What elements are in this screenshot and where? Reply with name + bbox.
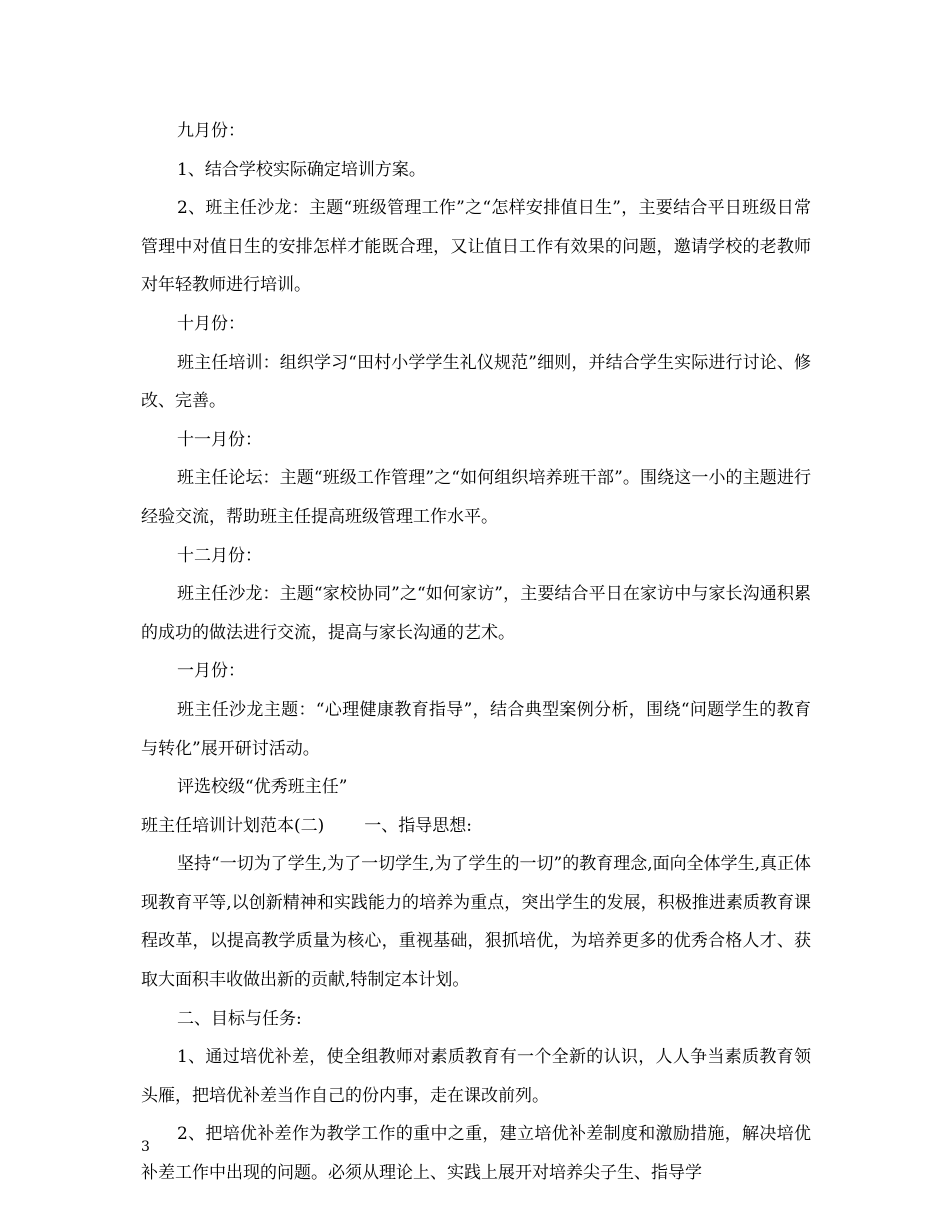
november-item: 班主任论坛：主题“班级工作管理”之“如何组织培养班干部”。围绕这一小的主题进行经验交流，帮助班主任提高班级管理工作水平。: [141, 468, 811, 527]
page-number: 3: [141, 1139, 150, 1155]
award-item: 评选校级“优秀班主任”: [177, 777, 348, 798]
goals-item-1: 1、通过培优补差，使全组教师对素质教育有一个全新的认识，人人争当素质教育领头雁，把培优补差当作自己的份内事，走在课改前列。: [141, 1047, 811, 1106]
section-title-line: [141, 807, 811, 846]
section-title: 班主任培训计划范本(二): [141, 815, 325, 836]
goals-item-2: 2、把培优补差作为教学工作的重中之重，建立培优补差制度和激励措施，解决培优补差工作中出现的问题。必须从理论上、实践上展开对培养尖子生、指导学: [141, 1124, 811, 1184]
heading-january: 一月份：: [177, 661, 245, 682]
october-item: 班主任培训：组织学习“田村小学学生礼仪规范”细则，并结合学生实际进行讨论、修改、完善。: [141, 352, 811, 412]
january-item: 班主任沙龙主题：“心理健康教育指导”，结合典型案例分析，围绕“问题学生的教育与转化”展开研讨活动。: [141, 699, 811, 759]
heading-november: 十一月份：: [177, 429, 262, 450]
goals-tasks-heading: 二、目标与任务:: [177, 1008, 302, 1029]
guiding-ideology-heading: 一、指导思想:: [364, 815, 472, 836]
december-item: 班主任沙龙：主题“家校协同”之“如何家访”，主要结合平日在家访中与家长沟通积累的成功的做法进行交流，提高与家长沟通的艺术。: [141, 584, 811, 643]
heading-december: 十二月份：: [177, 545, 262, 566]
heading-october: 十月份：: [177, 313, 245, 334]
september-item-2: 2、班主任沙龙：主题“班级管理工作”之“怎样安排值日生”，主要结合平日班级日常管理中对值日生的安排怎样才能既合理，又让值日工作有效果的问题，邀请学校的老教师对年轻教师进行培训。: [141, 198, 811, 296]
september-item-1: 1、结合学校实际确定培训方案。: [177, 159, 426, 180]
guiding-ideology-paragraph: 坚持“一切为了学生,为了一切学生,为了学生的一切”的教育理念,面向全体学生,真正体现教育平等,以创新精神和实践能力的培养为重点，突出学生的发展，积极推进素质教育课程改革，以提高教学质量为核心，重视基础，狠抓培优，为培养更多的优秀合格人才、获取大面积丰收做出新的贡献,特制定本计划。: [141, 854, 811, 991]
heading-september: 九月份：: [177, 121, 245, 141]
document-body: [141, 112, 811, 1193]
